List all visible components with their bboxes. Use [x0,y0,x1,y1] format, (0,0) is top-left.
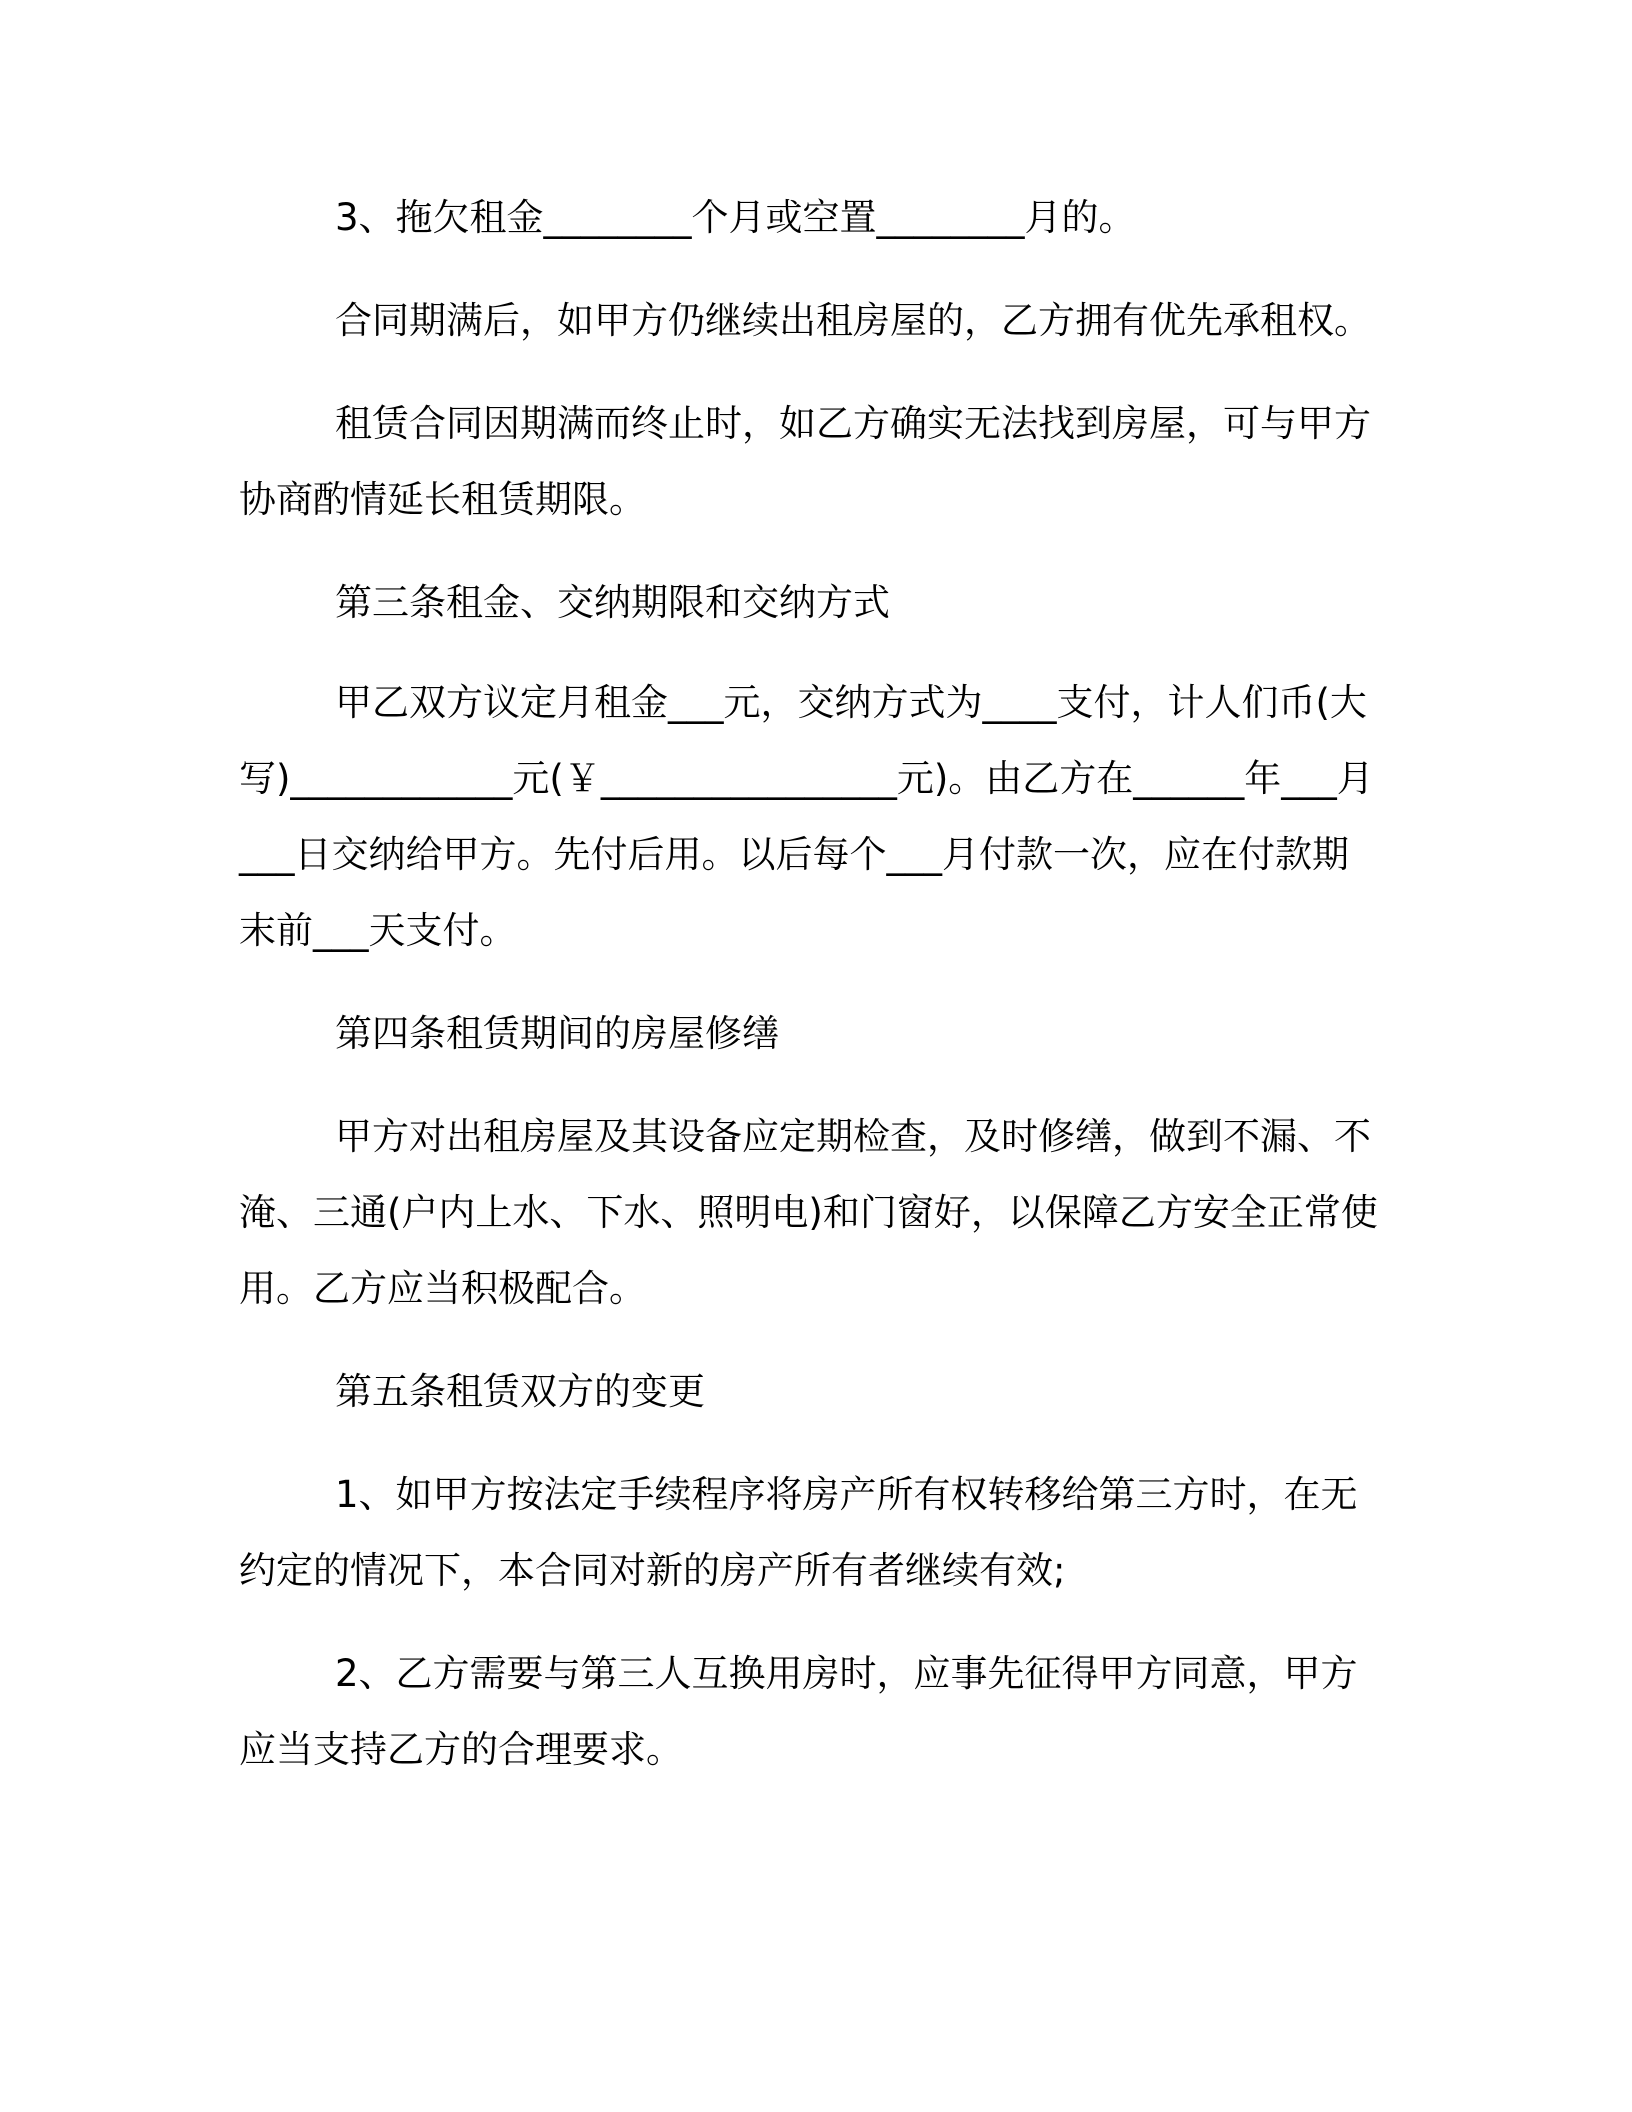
clause-rent-payment: 甲乙双方议定月租金___元，交纳方式为____支付，计人们币(大写)____________元(￥________________元)。由乙方在______年___月___日交纳给甲方。先付后用。以后每个___月付款一次，应在付款期末前___天支付。 [239,681,1374,952]
clause-lease-extension: 租赁合同因期满而终止时，如乙方确实无法找到房屋，可与甲方协商酌情延长租赁期限。 [239,402,1371,521]
document-body [239,180,1379,1788]
clause-ownership-transfer: 1、如甲方按法定手续程序将房产所有权转移给第三方时，在无约定的情况下，本合同对新的房产所有者继续有效; [239,1473,1358,1592]
clause-renewal-priority: 合同期满后，如甲方仍继续出租房屋的，乙方拥有优先承租权。 [335,299,1371,342]
clause-arrears: 3、拖欠租金________个月或空置________月的。 [335,196,1136,239]
heading-article-3: 第三条租金、交纳期限和交纳方式 [335,581,890,624]
heading-article-4: 第四条租赁期间的房屋修缮 [335,1012,779,1055]
clause-housing-exchange: 2、乙方需要与第三人互换用房时，应事先征得甲方同意，甲方应当支持乙方的合理要求。 [239,1652,1358,1771]
clause-repairs: 甲方对出租房屋及其设备应定期检查，及时修缮，做到不漏、不淹、三通(户内上水、下水、照明电)和门窗好，以保障乙方安全正常使用。乙方应当积极配合。 [239,1115,1378,1310]
heading-article-5: 第五条租赁双方的变更 [335,1370,705,1413]
